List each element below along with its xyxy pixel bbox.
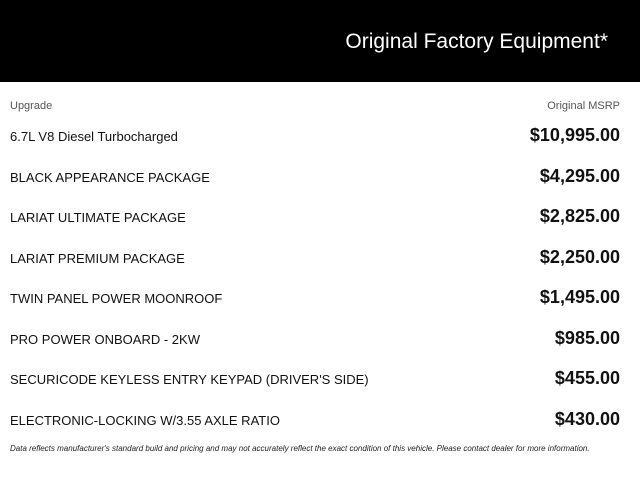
page-title: Original Factory Equipment* bbox=[345, 30, 608, 53]
column-header-msrp: Original MSRP bbox=[547, 100, 620, 112]
table-row bbox=[0, 359, 640, 400]
upgrade-name: TWIN PANEL POWER MOONROOF bbox=[10, 291, 223, 306]
page-header bbox=[0, 0, 640, 82]
upgrade-price: $455.00 bbox=[554, 368, 620, 388]
upgrade-price: $430.00 bbox=[554, 408, 620, 429]
upgrade-price: $2,825.00 bbox=[539, 206, 620, 226]
table-row bbox=[0, 319, 640, 360]
table-row bbox=[0, 400, 640, 441]
upgrade-price: $985.00 bbox=[554, 327, 620, 348]
column-header-upgrade: Upgrade bbox=[10, 100, 53, 112]
upgrade-price: $10,995.00 bbox=[529, 125, 620, 145]
equipment-table bbox=[0, 116, 640, 440]
upgrade-price: $4,295.00 bbox=[539, 165, 620, 186]
table-row bbox=[0, 197, 640, 238]
upgrade-name: PRO POWER ONBOARD - 2KW bbox=[10, 331, 200, 347]
table-row bbox=[0, 116, 640, 157]
upgrade-name: LARIAT PREMIUM PACKAGE bbox=[10, 250, 185, 266]
upgrade-price: $2,250.00 bbox=[539, 246, 620, 267]
upgrade-name: LARIAT ULTIMATE PACKAGE bbox=[10, 210, 186, 225]
table-row bbox=[0, 278, 640, 319]
table-row bbox=[0, 157, 640, 198]
upgrade-name: SECURICODE KEYLESS ENTRY KEYPAD (DRIVER'S SIDE) bbox=[10, 372, 369, 387]
table-row bbox=[0, 238, 640, 279]
upgrade-price: $1,495.00 bbox=[539, 287, 620, 307]
upgrade-name: ELECTRONIC-LOCKING W/3.55 AXLE RATIO bbox=[10, 412, 280, 428]
upgrade-name: 6.7L V8 Diesel Turbocharged bbox=[10, 129, 178, 144]
disclaimer-text: Data reflects manufacturer's standard build and pricing and may not accurately reflect the exact condition of this vehicle. Please contact dealer for more information. bbox=[10, 444, 590, 453]
upgrade-name: BLACK APPEARANCE PACKAGE bbox=[10, 169, 210, 185]
